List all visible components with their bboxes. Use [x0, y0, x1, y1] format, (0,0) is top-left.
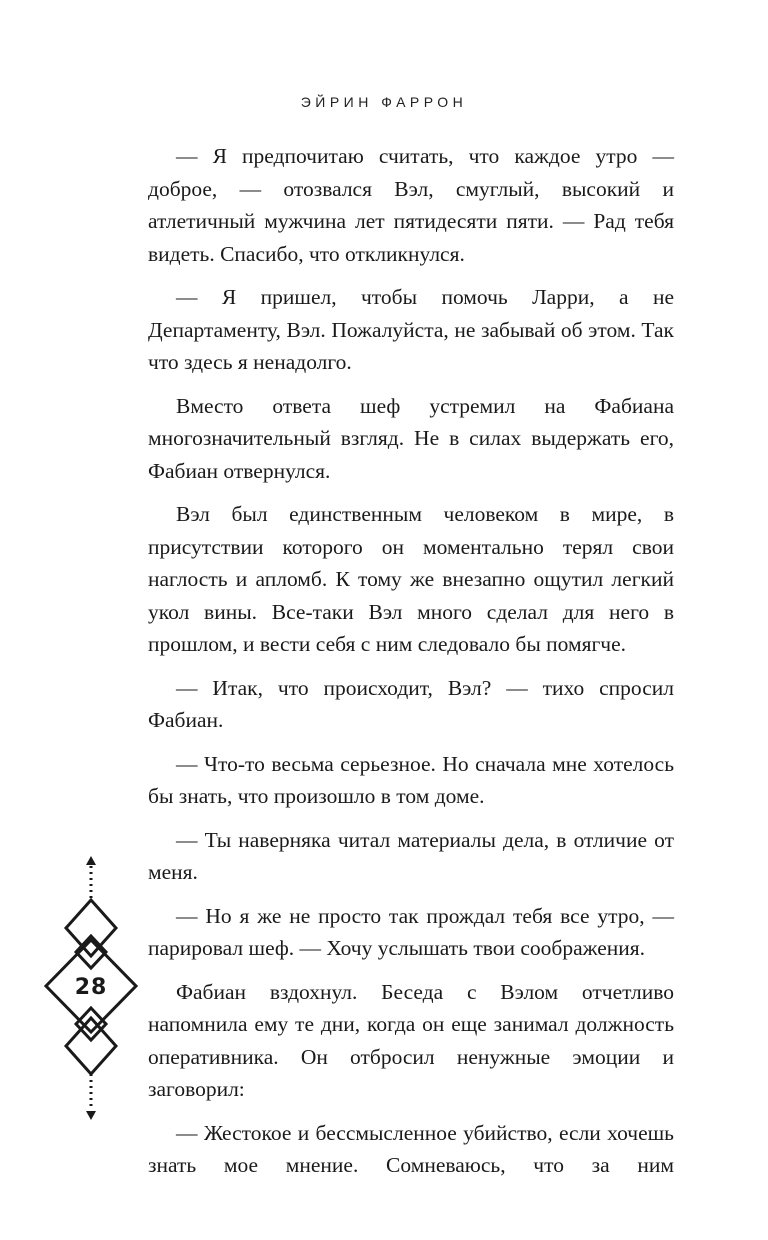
running-head: ЭЙРИН ФАРРОН [300, 94, 468, 110]
paragraph: Фабиан вздохнул. Беседа с Вэлом отчетливо напомнила ему те дни, когда он еще занимал должность оперативника. Он отбросил ненужные эмоции и заговорил: [148, 979, 674, 1101]
arrow-down-icon [86, 1111, 96, 1120]
ornament-diamond-top [66, 900, 116, 956]
paragraph: — Я предпочитаю считать, что каждое утро — доброе, — отозвался Вэл, смуглый, высокий и атлетичный мужчина лет пятидесяти пяти. — Рад тебя видеть. Спасибо, что откликнулся. [148, 144, 674, 266]
paragraph: — Жестокое и бессмысленное убийство, если хочешь знать мое мнение. Сомневаюсь, что за ним [148, 1120, 674, 1177]
paragraph: — Итак, что происходит, Вэл? — тихо спросил Фабиан. [148, 675, 674, 732]
paragraph: — Но я же не просто так прождал тебя все утро, — парировал шеф. — Хочу услышать твои соображения. [148, 903, 674, 960]
ornament-diamond-bottom [66, 1018, 116, 1074]
paragraph: — Что-то весьма серьезное. Но сначала мне хотелось бы знать, что произошло в том доме. [148, 751, 674, 808]
ornament-diamond-bottom-small [76, 1008, 106, 1040]
page-number: 28 [74, 975, 108, 1000]
paragraph: Вэл был единственным человеком в мире, в присутствии которого он моментально терял свои наглость и апломб. К тому же внезапно ощутил легкий укол вины. Все-таки Вэл много сделал для него в прошлом, и вести себя с ним следовало бы помягче. [148, 502, 674, 656]
body-text [148, 140, 674, 1193]
folio-ornament [44, 852, 138, 1122]
paragraph: Вместо ответа шеф устремил на Фабиана многозначительный взгляд. Не в силах выдержать его, Фабиан отвернулся. [148, 393, 674, 483]
paragraph: — Я пришел, чтобы помочь Ларри, а не Департаменту, Вэл. Пожалуйста, не забывай об этом. Так что здесь я ненадолго. [148, 285, 674, 374]
arrow-up-icon [86, 856, 96, 865]
paragraph: — Ты наверняка читал материалы дела, в отличие от меня. [148, 827, 674, 884]
